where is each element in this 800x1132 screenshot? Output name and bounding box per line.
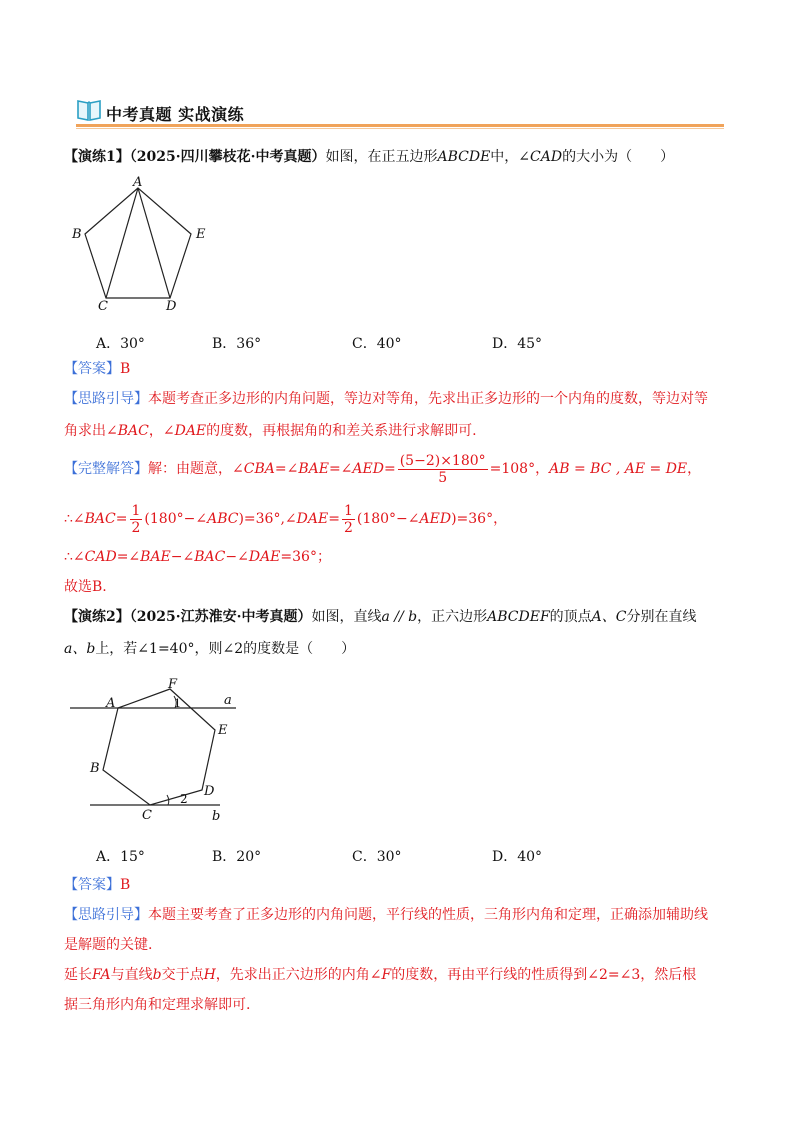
fraction [398,453,488,486]
hint-math: FA [92,967,111,983]
vertex-label-a: A [133,176,143,190]
question-1-tag: 【演练1】 [64,149,130,165]
question-1-source: （2025·四川攀枝花·中考真题） [129,149,326,165]
hint-math: DAE [174,423,207,439]
fraction-numerator: 1 [131,502,141,519]
solution-math: BAC [194,549,226,565]
stem-text: 如图，在正五边形 [325,149,438,165]
question-2-stem [64,608,696,626]
solution-conclusion: 故选B. [64,579,107,595]
hint-text: 本题考查正多边形的内角问题，等边对等角，先求出正多边形的一个内角的度数，等边对等 [148,391,708,407]
hint-math: F [381,967,392,983]
fraction-numerator: 1 [343,502,353,519]
fraction-denominator: 2 [343,519,353,536]
solution-text: (180°−∠ [356,511,420,527]
vertex-label-b: B [72,227,82,242]
hint-math: H [203,967,216,983]
stem-math: CAD [530,149,563,165]
header-divider-thin [76,128,724,129]
vertex-label-d: D [166,299,177,314]
solution-math: CBA [243,461,275,477]
line-label-b: b [212,809,221,824]
question-2-source: （2025·江苏淮安·中考真题） [129,609,312,625]
solution-math: BAE [140,549,171,565]
solution-text: 解：由题意，∠ [148,461,244,477]
solution-text: )=36°， [451,511,508,527]
stem-math: ABCDE [437,149,491,165]
section-header [76,96,724,130]
stem-text: 上，若∠1=40°，则∠2的度数是（ ） [95,641,356,657]
option-b: B．36° [212,336,262,352]
line-label-a: a [224,693,232,708]
solution-math: DAE [248,549,281,565]
solution-text: =36°； [280,549,331,565]
hint-line-2: 是解题的关键. [64,937,153,953]
hint-text: 角求出∠ [64,423,118,439]
fraction-denominator: 2 [131,519,141,536]
stem-math: a // b [381,609,418,625]
solution-line-2 [64,502,507,536]
option-c: C．30° [352,849,402,865]
answer-row [64,876,130,894]
hint-line-1 [64,906,708,924]
solution-math: BAC [84,511,116,527]
solution-text: =∠ [328,461,353,477]
solution-text: −∠ [170,549,195,565]
stem-text: 中，∠ [490,149,531,165]
pentagon-figure [66,176,226,316]
answer-value: B [120,877,131,893]
hint-text: 的度数，再由平行线的性质得到∠2=∠3，然后根 [391,967,697,983]
hint-text: 交于点 [161,967,204,983]
stem-text: 的顶点 [549,609,592,625]
stem-text: 如图，直线 [311,609,382,625]
stem-text: ，正六边形 [417,609,488,625]
fraction-denominator: 5 [438,469,448,486]
hint-text: 与直线 [110,967,153,983]
book-icon [76,96,102,122]
solution-text: =∠ [116,549,141,565]
question-2-tag: 【演练2】 [64,609,130,625]
hint-label: 【思路引导】 [64,391,148,407]
angle-label-1: 1 [174,697,181,710]
hint-line-3 [64,966,696,984]
hint-line-2 [64,422,477,440]
fraction [130,503,143,536]
solution-math: AED [419,511,452,527]
hexagon-figure [70,674,240,828]
stem-text: 分别在直线 [626,609,697,625]
fraction [342,503,355,536]
hint-math: BAC [117,423,149,439]
solution-text: =∠ [274,461,299,477]
hint-text: ，先求出正六边形的内角∠ [215,967,382,983]
solution-math: AB = BC , AE = DE [549,461,688,477]
vertex-label-b: B [90,761,100,776]
solution-math: BAE [298,461,329,477]
solution-math: AED [352,461,384,477]
solution-text: ， [687,461,702,477]
fraction-numerator: (5−2)×180° [399,452,486,469]
solution-text: ∴∠ [64,511,85,527]
solution-math: CAD [84,549,117,565]
answer-label: 【答案】 [64,361,120,377]
hint-label: 【思路引导】 [64,907,148,923]
answer-value: B [120,361,131,377]
vertex-label-a: A [106,696,116,711]
solution-text: = [115,511,128,527]
option-a: A．15° [96,849,145,865]
solution-math: ABC [207,511,239,527]
hint-line-1 [64,390,708,408]
answer-label: 【答案】 [64,877,120,893]
hint-math: b [152,967,162,983]
option-d: D．45° [492,336,543,352]
page-title: 中考真题 实战演练 [106,105,245,124]
vertex-label-d: D [204,784,215,799]
solution-text: =108°， [489,461,550,477]
vertex-label-e: E [218,723,228,738]
vertex-label-c: C [142,808,152,823]
answer-row [64,360,130,378]
solution-label: 【完整解答】 [64,461,148,477]
stem-math: A、C [591,609,627,625]
solution-text: = [383,461,396,477]
header-divider [76,124,724,127]
hint-line-4: 据三角形内角和定理求解即可. [64,997,251,1013]
hint-text: ，∠ [148,423,175,439]
angle-label-2: 2 [180,792,188,806]
stem-text: 的大小为（ ） [562,149,675,165]
option-a: A．30° [96,336,145,352]
solution-text: )=36°,∠ [238,511,297,527]
option-b: B．20° [212,849,262,865]
vertex-label-f: F [168,677,178,692]
option-d: D．40° [492,849,543,865]
solution-line-3 [64,548,331,566]
solution-line-1 [64,452,701,486]
solution-text: = [328,511,340,527]
solution-math: DAE [296,511,329,527]
hint-text: 延长 [64,967,92,983]
question-1-stem [64,148,674,166]
solution-text: −∠ [225,549,249,565]
stem-math: a、b [64,641,96,657]
hint-text: 的度数，再根据角的和差关系进行求解即可. [206,423,477,439]
question-2-stem-line-2 [64,640,355,658]
hint-text: 本题主要考查了正多边形的内角问题，平行线的性质，三角形内角和定理，正确添加辅助线 [148,907,708,923]
solution-text: ∴∠ [64,549,85,565]
stem-math: ABCDEF [487,609,550,625]
vertex-label-c: C [98,299,108,314]
option-c: C．40° [352,336,402,352]
vertex-label-e: E [196,227,206,242]
solution-text: (180°−∠ [144,511,208,527]
